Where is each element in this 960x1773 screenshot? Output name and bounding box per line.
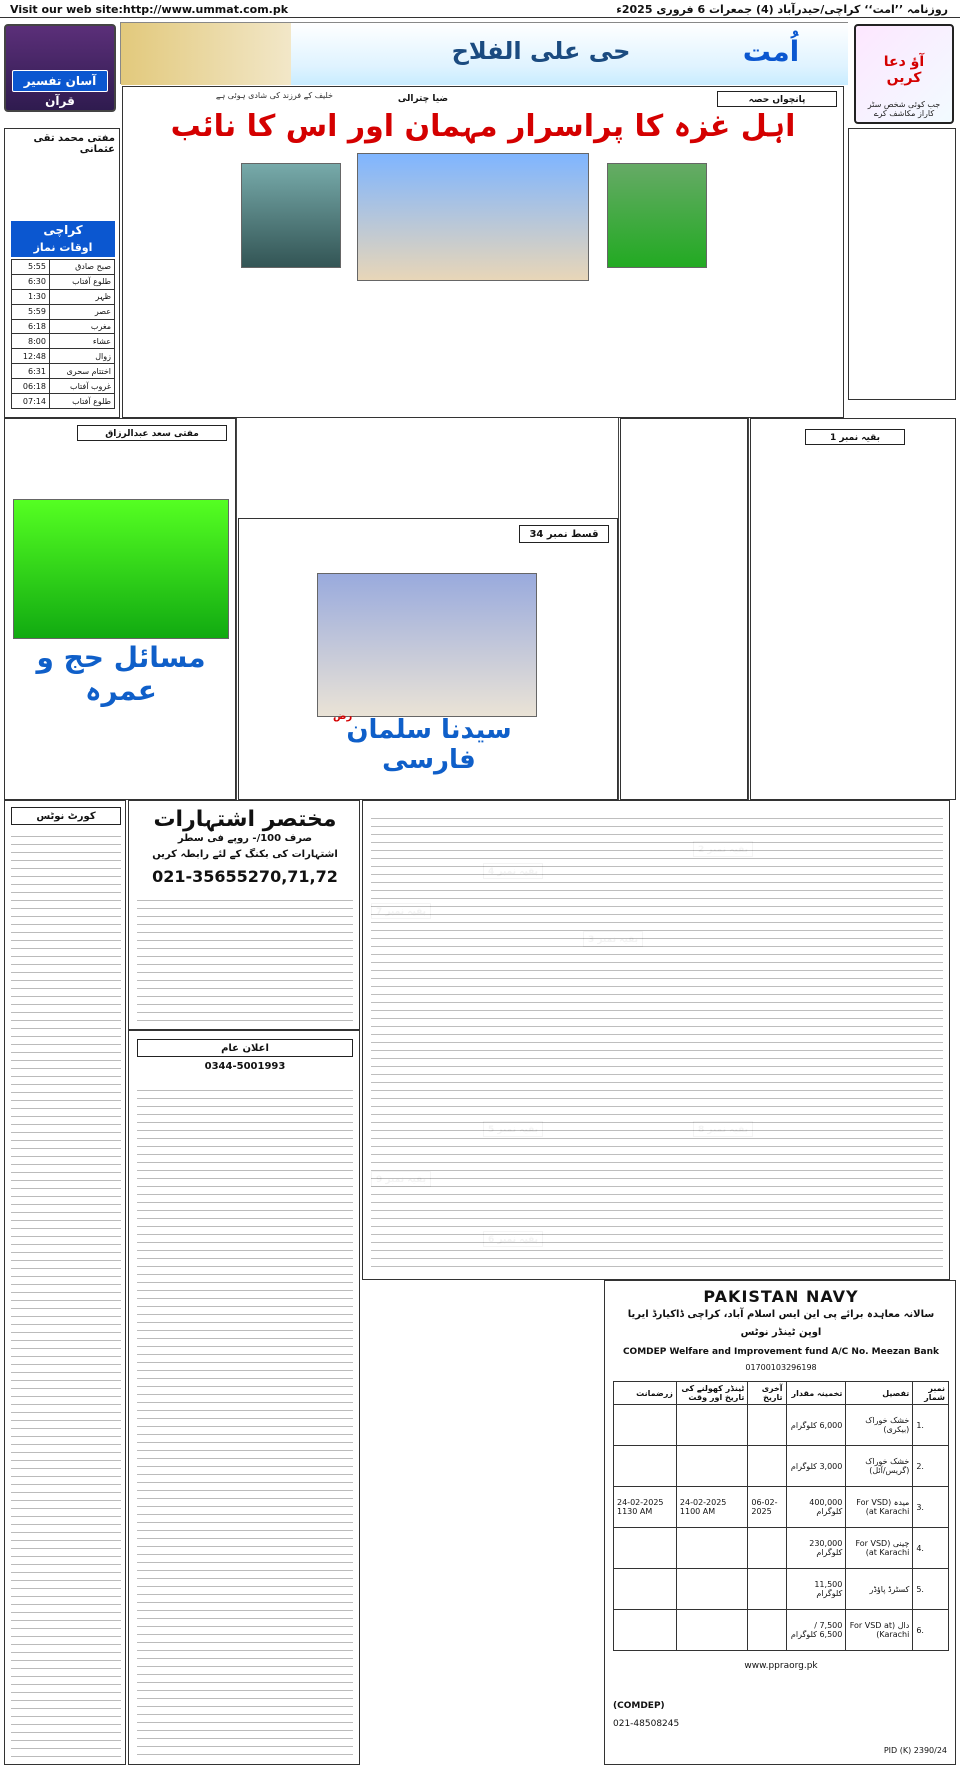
separator-line	[618, 418, 619, 800]
baqia-column-right	[750, 418, 956, 800]
salman-photo	[317, 573, 537, 717]
navy-ad	[604, 1280, 956, 1765]
ummat-banner	[120, 22, 848, 84]
prayer-times-row: صبح صادق 5:55	[12, 260, 115, 275]
navy-account: COMDEP Welfare and Improvement fund A/C No. Meezan Bank	[622, 1347, 940, 1357]
feature-photo-left	[241, 163, 341, 268]
mufti-name: مفتی محمد تقی عثمانی	[33, 133, 115, 155]
dua-lead: جب کوئی شخص سٹر کاراز مکاشف کرے	[867, 100, 941, 118]
hajj-body	[13, 679, 229, 791]
ummat-logo: اُمت	[742, 35, 800, 68]
navy-row: 6,000 کلوگرام خشک خوراک (بیکری) 1.	[614, 1405, 949, 1446]
hajj-photo	[13, 499, 229, 639]
hajj-title: مسائل حج و عمرہ	[36, 641, 206, 707]
navy-comdep: (COMDEP)	[613, 1701, 665, 1711]
baqia-column-left	[620, 418, 748, 800]
left-sidebar	[4, 128, 120, 418]
prayer-times-row: ظہر 1:30	[12, 289, 115, 304]
navy-table-head: زرضمانت ٹینڈر کھولنے کی تاریخ اور وقت آخری تاریخ تخمینہ مقدار تفصیل نمبر شمار	[614, 1382, 949, 1405]
classifieds-middle-text	[137, 1083, 353, 1759]
right-sidebar	[848, 128, 956, 400]
baqia-right-text	[757, 451, 951, 793]
prayer-times-row: اختتام سحری 6:31	[12, 364, 115, 379]
classifieds-left-text	[11, 829, 121, 1759]
feature-photo-right	[607, 163, 707, 268]
navy-account-no: 01700103296198	[745, 1363, 817, 1372]
baqia-bottom-block	[362, 800, 950, 1280]
baqia-label-1: بقیہ نمبر 1	[805, 429, 905, 445]
classifieds-rate: صرف 100/- روپے فی سطر	[177, 833, 313, 844]
hajj-author: مفتی سعد عبدالرزاق	[77, 425, 227, 441]
prayer-times-table	[11, 259, 115, 409]
prayer-times-row: عشاء 8:00	[12, 334, 115, 349]
prayer-times-row: زوال 12:48	[12, 349, 115, 364]
prayer-times-title: اوقات نماز	[11, 239, 115, 257]
dua-box	[848, 22, 960, 122]
bottom-body-text	[371, 811, 943, 1273]
classifieds-middle	[128, 1030, 360, 1765]
navy-row: 24-02-2025 1130 AM 24-02-2025 1100 AM 06-02-2025 400,000 کلوگرام میدہ (For VSD at Karachi) 3.	[614, 1487, 949, 1528]
website-url[interactable]: Visit our web site:http://www.ummat.com.pk	[10, 3, 289, 16]
right-sidebar-text	[855, 135, 951, 395]
court-notice-1: کورٹ نوٹس	[11, 807, 121, 825]
quran-text	[11, 147, 115, 215]
navy-row: 7,500 / 6,500 کلوگرام دال (For VSD at Karachi) 6.	[614, 1610, 949, 1651]
dateline: روزنامہ ’’امت‘‘ کراچی/حیدرآباد (4) جمعرات 6 فروری 2025ء	[616, 3, 948, 16]
separator-line	[748, 418, 749, 800]
hajj-section	[4, 418, 236, 800]
classifieds-booking: اشتہارات کی بکنگ کے لئے رابطہ کریں	[152, 849, 338, 860]
salman-episode: قسط نمبر 34	[519, 525, 609, 543]
salman-section	[238, 518, 618, 800]
quran-banner-title: آسان تفسیر قرآن	[12, 70, 108, 92]
navy-row: 11,500 کلوگرام کسٹرڈ پاؤڈر 5.	[614, 1569, 949, 1610]
navy-table	[613, 1381, 949, 1651]
navy-row: 230,000 کلوگرام چینی (For VSD at Karachi) 4.	[614, 1528, 949, 1569]
salman-honorific: رض	[333, 711, 353, 722]
banner-illustration	[121, 23, 291, 85]
karachi-label: کراچی	[11, 221, 115, 239]
feature-subhead: خلیف کے فرزند کی شادی ہوئی ہے	[215, 91, 333, 100]
classifieds-phone[interactable]: 021-35655270,71,72	[152, 867, 338, 886]
separator-line	[236, 418, 237, 800]
navy-fax: 021-48508245	[613, 1719, 680, 1729]
prayer-times-row: غروب آفتاب 06:18	[12, 379, 115, 394]
ad-phone[interactable]: 0344-5001993	[204, 1061, 286, 1072]
feature-photo-center	[357, 153, 589, 281]
feature-body	[131, 277, 837, 413]
dua-title: آؤ دعا کریں	[883, 54, 925, 86]
salman-body	[247, 751, 611, 795]
classified-ads-text	[137, 893, 353, 1025]
prayer-times-row: مغرب 6:18	[12, 319, 115, 334]
navy-pid: PID (K) 2390/24	[883, 1746, 947, 1755]
navy-open-tender: اوپن ٹینڈر نوٹس	[740, 1327, 822, 1338]
classifieds-left-strip	[4, 800, 126, 1765]
feature-byline: ضیا چترالی	[397, 94, 449, 104]
navy-urdu-title: سالانہ معاہدہ برائے پی این ایس اسلام آباد، کراچی ڈاکیارڈ ایریا	[627, 1309, 935, 1320]
navy-website[interactable]: www.ppraorg.pk	[744, 1661, 818, 1671]
prayer-times-row: طلوع آفتاب 07:14	[12, 394, 115, 409]
feature-headline: اہل غزہ کا پراسرار مہمان اور اس کا نائب	[170, 109, 796, 144]
feature-series: پانچواں حصہ	[717, 91, 837, 107]
navy-title: PAKISTAN NAVY	[703, 1287, 859, 1306]
ad-notice: اعلان عام	[137, 1039, 353, 1057]
salman-title: سیدنا سلمان فارسی	[346, 715, 512, 775]
classifieds-title: مختصر اشتہارات	[153, 807, 337, 832]
navy-row: 3,000 کلوگرام خشک خوراک (گریس/آئل) 2.	[614, 1446, 949, 1487]
feature-story	[122, 86, 844, 418]
baqia-left-text	[627, 425, 743, 795]
banner-calligraphy: حی علی الفلاح	[451, 37, 631, 65]
quran-banner-box	[0, 22, 120, 122]
classified-ads-box	[128, 800, 360, 1030]
prayer-times-row: عصر 5:59	[12, 304, 115, 319]
masthead-strip	[0, 0, 960, 18]
prayer-times-row: طلوع آفتاب 6:30	[12, 274, 115, 289]
